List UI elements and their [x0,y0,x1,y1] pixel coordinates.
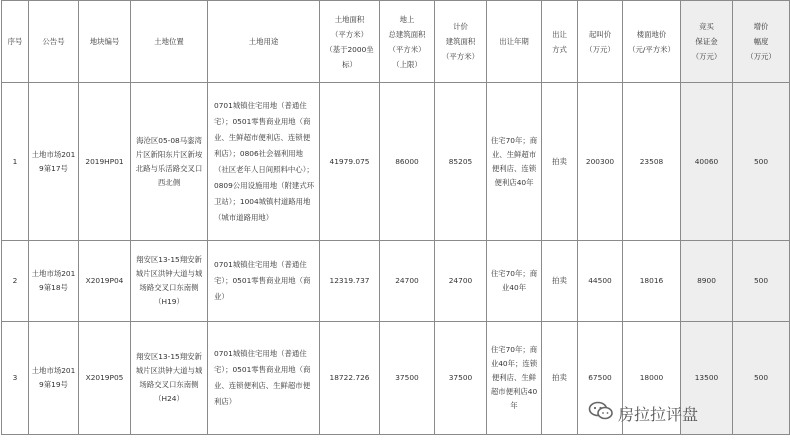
cell-deposit: 13500 [681,322,733,435]
cell-method: 拍卖 [542,322,578,435]
table-row [2,241,790,322]
header-deposit: 竞买 保证金 （万元） [681,1,733,83]
header-location: 土地位置 [131,1,208,83]
cell-start-price: 67500 [578,322,623,435]
cell-plot-no: X2019P04 [79,241,131,322]
watermark [588,400,738,426]
cell-notice-no: 土地市场2019第18号 [29,241,79,322]
cell-location: 翔安区13-15翔安新城片区洪钟大道与城场路交叉口东南侧（H19） [131,241,208,322]
cell-start-price: 200300 [578,83,623,241]
cell-term: 住宅70年；商业40年；连锁便利店、生鲜超市便利店40年 [487,322,542,435]
cell-increment: 500 [733,241,790,322]
cell-plot-no: X2019P05 [79,322,131,435]
cell-land-area: 41979.075 [320,83,380,241]
cell-increment: 500 [733,322,790,435]
cell-location: 翔安区13-15翔安新城片区洪钟大道与城场路交叉口东南侧（H24） [131,322,208,435]
cell-term: 住宅70年；商业、生鲜超市便利店、连锁便利店40年 [487,83,542,241]
header-land-area: 土地面积 （平方米） （基于2000坐标） [320,1,380,83]
cell-method: 拍卖 [542,241,578,322]
header-seq: 序号 [2,1,29,83]
header-method: 出让 方式 [542,1,578,83]
cell-land-area: 18722.726 [320,322,380,435]
cell-above-ground-area: 37500 [380,322,435,435]
cell-priced-area: 85205 [435,83,487,241]
header-start-price: 起叫价 （万元） [578,1,623,83]
header-priced-area: 计价 建筑面积 （平方米） [435,1,487,83]
cell-start-price: 44500 [578,241,623,322]
cell-floor-price: 23508 [623,83,681,241]
cell-priced-area: 24700 [435,241,487,322]
cell-location: 海沧区05-08马銮湾片区新阳东片区新垵北路与乐活路交叉口西北侧 [131,83,208,241]
cell-deposit: 40060 [681,83,733,241]
cell-deposit: 8900 [681,241,733,322]
header-above-ground-area: 地上 总建筑面积 （平方米） （上限） [380,1,435,83]
header-floor-price: 楼面地价 （元/平方米） [623,1,681,83]
header-notice-no: 公告号 [29,1,79,83]
cell-term: 住宅70年；商业40年 [487,241,542,322]
header-land-use: 土地用途 [208,1,320,83]
cell-land-area: 12319.737 [320,241,380,322]
cell-land-use: 0701城镇住宅用地（普通住宅）；0501零售商业用地（商业、生鲜超市便利店、连锁便利店）；0806社会福利用地（社区老年人日间照料中心）；0809公用设施用地（附建式环卫站）；1004城镇村道路用地（城市道路用地） [208,83,320,241]
land-auction-table [1,0,790,435]
cell-land-use: 0701城镇住宅用地（普通住宅）；0501零售商业用地（商业） [208,241,320,322]
cell-notice-no: 土地市场2019第17号 [29,83,79,241]
header-term: 出让年期 [487,1,542,83]
cell-floor-price: 18016 [623,241,681,322]
cell-floor-price: 18000 [623,322,681,435]
cell-notice-no: 土地市场2019第19号 [29,322,79,435]
cell-increment: 500 [733,83,790,241]
table-row [2,83,790,241]
cell-land-use: 0701城镇住宅用地（普通住宅）；0501零售商业用地（商业、连锁便利店、生鲜超市便利店） [208,322,320,435]
cell-seq: 3 [2,322,29,435]
cell-seq: 2 [2,241,29,322]
cell-seq: 1 [2,83,29,241]
cell-above-ground-area: 24700 [380,241,435,322]
header-plot-no: 地块编号 [79,1,131,83]
header-row [2,1,790,83]
cell-plot-no: 2019HP01 [79,83,131,241]
watermark-text: 房拉拉评盘 [618,404,699,424]
header-increment: 增价 幅度 （万元） [733,1,790,83]
wechat-bubble-icon [588,401,614,425]
cell-priced-area: 37500 [435,322,487,435]
cell-method: 拍卖 [542,83,578,241]
cell-above-ground-area: 86000 [380,83,435,241]
